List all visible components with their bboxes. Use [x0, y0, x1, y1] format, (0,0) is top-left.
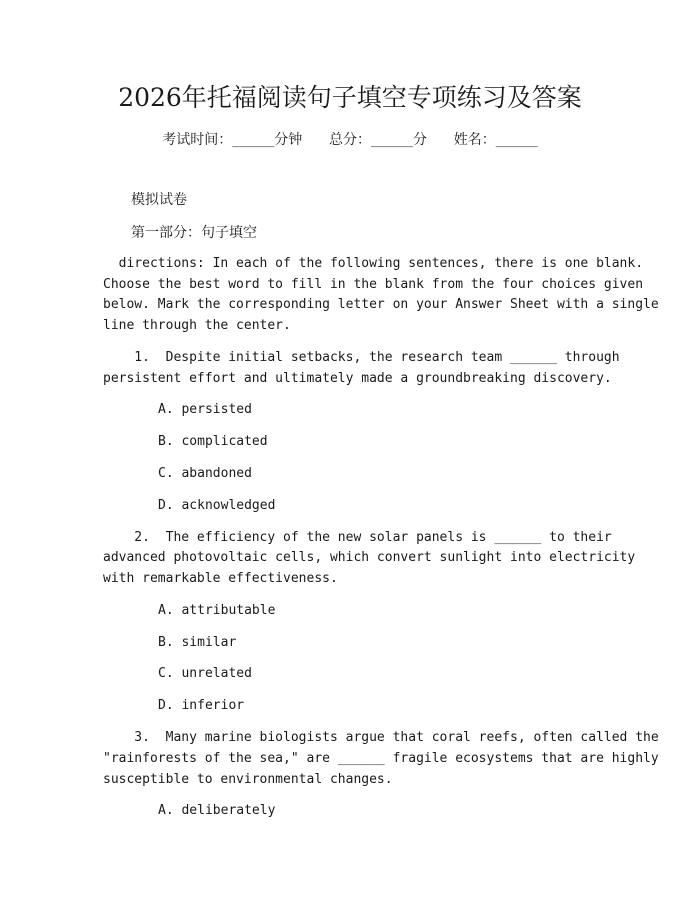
question-2-option-c: C. unrelated	[158, 666, 252, 681]
question-3-stem: "rainforests of the sea," are ______ fragile ecosystems that are highly	[103, 751, 659, 766]
question-1-stem: persistent effort and ultimately made a groundbreaking discovery.	[103, 371, 612, 386]
question-2-stem: with remarkable effectiveness.	[103, 571, 338, 586]
paper-label: 模拟试卷	[131, 192, 187, 208]
question-1-option-a: A. persisted	[158, 402, 252, 417]
part-heading: 第一部分：句子填空	[131, 225, 257, 241]
document-title: 2026年托福阅读句子填空专项练习及答案	[118, 83, 582, 112]
question-2-stem: advanced photovoltaic cells, which convert sunlight into electricity	[103, 550, 636, 565]
question-3-stem: 3. Many marine biologists argue that coral reefs, often called the	[103, 730, 659, 745]
question-2-option-b: B. similar	[158, 635, 237, 650]
question-1-option-c: C. abandoned	[158, 466, 252, 481]
question-1-option-b: B. complicated	[158, 434, 268, 449]
directions-line: line through the center.	[103, 318, 291, 333]
question-2-stem: 2. The efficiency of the new solar panels is ______ to their	[103, 530, 612, 545]
question-3-option-a: A. deliberately	[158, 803, 276, 818]
directions-line: Choose the best word to fill in the blank from the four choices given	[103, 277, 644, 292]
question-1-stem: 1. Despite initial setbacks, the research team ______ through	[103, 350, 620, 365]
question-3-stem: susceptible to environmental changes.	[103, 772, 393, 787]
exam-info-line: 考试时间：______分钟 总分：______分 姓名：______	[162, 132, 538, 148]
directions-line: below. Mark the corresponding letter on your Answer Sheet with a single	[103, 297, 659, 312]
directions-line: directions: In each of the following sentences, there is one blank.	[103, 256, 644, 271]
question-2-option-d: D. inferior	[158, 698, 245, 713]
question-1-option-d: D. acknowledged	[158, 498, 276, 513]
question-2-option-a: A. attributable	[158, 603, 276, 618]
